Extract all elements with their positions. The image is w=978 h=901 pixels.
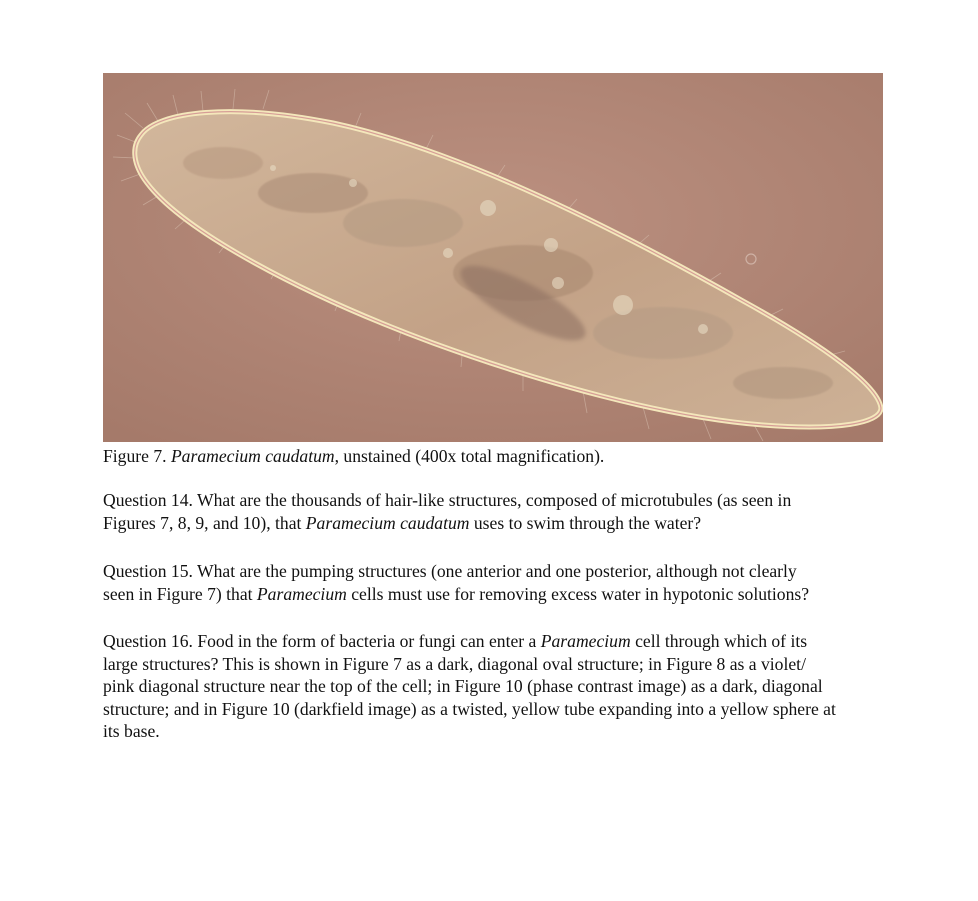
question-16	[103, 630, 948, 743]
caption-prefix: Figure 7.	[103, 446, 171, 466]
q14-species: Paramecium caudatum	[305, 512, 470, 533]
q16-genus: Paramecium	[540, 631, 631, 651]
q16-line-3: pink diagonal structure near the top of the cell; in Figure 10 (phase contrast image) as a dark, diagonal	[103, 676, 823, 696]
paramecium-micrograph	[103, 73, 883, 442]
q16-line-1	[103, 630, 948, 653]
question-14	[103, 489, 948, 534]
q15-genus: Paramecium	[256, 583, 347, 604]
q14-line-2-a: Figures 7, 8, 9, and 10), that	[103, 512, 306, 533]
caption-species: Paramecium caudatum	[170, 446, 335, 466]
question-15	[103, 560, 948, 605]
q14-line-2	[103, 512, 948, 535]
figure-caption	[103, 445, 948, 468]
q15-line-1: Question 15. What are the pumping structures (one anterior and one posterior, although not clearly	[103, 561, 797, 581]
micrograph-image	[103, 73, 883, 442]
q15-line-2-b: cells must use for removing excess water in hypotonic solutions?	[346, 583, 810, 604]
q16-line-1-a: Question 16. Food in the form of bacteria or fungi can enter a	[103, 631, 541, 651]
q14-line-1: Question 14. What are the thousands of hair-like structures, composed of microtubules (as seen in	[103, 490, 792, 510]
q16-line-4: structure; and in Figure 10 (darkfield image) as a twisted, yellow tube expanding into a yellow sphere at	[103, 698, 836, 719]
caption-suffix: , unstained (400x total magnification).	[334, 446, 605, 466]
q16-line-5: its base.	[103, 721, 160, 741]
q15-line-2-a: seen in Figure 7) that	[103, 583, 257, 604]
q14-line-2-b: uses to swim through the water?	[469, 512, 702, 533]
q16-line-2: large structures? This is shown in Figure 7 as a dark, diagonal oval structure; in Figure 8 as a violet/	[103, 653, 806, 674]
q15-line-2	[103, 583, 948, 606]
q16-line-1-b: cell through which of its	[630, 631, 808, 651]
